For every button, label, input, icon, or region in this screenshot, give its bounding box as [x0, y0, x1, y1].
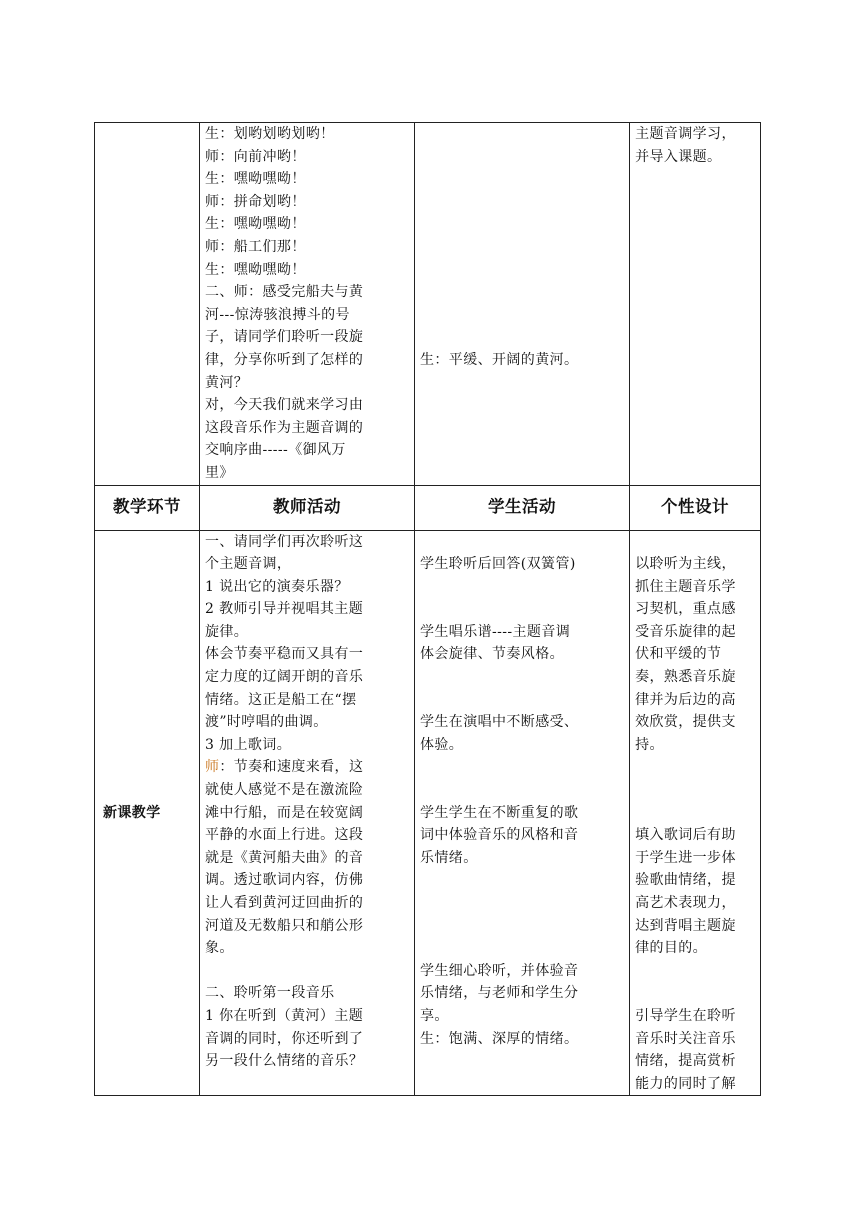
student-item-2 [420, 621, 624, 666]
design-cell [630, 123, 761, 486]
text-line: 滩中行船，而是在较宽阔 [204, 804, 364, 821]
remark-text: ：节奏和速度来看，这 [219, 759, 364, 776]
table-row [95, 123, 761, 486]
student-item-4 [420, 802, 624, 870]
text-line: 学生在演唱中不断感受、 [420, 714, 579, 731]
design-lines [635, 123, 755, 168]
text-line: 体会旋律、节奏风格。 [420, 646, 564, 663]
text-line: 2 教师引导并视唱其主题 [204, 601, 364, 618]
teacher-remark [205, 756, 409, 779]
lesson-plan-table [94, 122, 761, 1096]
text-line: 定力度的辽阔开朗的音乐 [204, 669, 364, 686]
text-line: 持。 [635, 736, 664, 753]
text-line: 就是《黄河船夫曲》的音 [204, 849, 364, 866]
text-line: 并导入课题。 [635, 148, 722, 165]
teacher-activity-cell [199, 123, 414, 486]
text-line: 对，今天我们就来学习由 [204, 397, 364, 414]
design-note-3 [635, 1005, 755, 1095]
text-line: 师：拼命划哟！ [204, 193, 306, 210]
text-line: 生：嘿呦嘿呦！ [204, 261, 306, 278]
text-line: 奏，熟悉音乐旋 [635, 669, 736, 686]
text-line: 体验。 [420, 736, 464, 753]
student-item-3 [420, 711, 624, 756]
text-line: 个主题音调， [204, 556, 292, 573]
text-line: 高艺术表现力， [635, 895, 736, 911]
text-line: 享。 [420, 1007, 449, 1024]
student-activity-cell [415, 123, 630, 486]
text-line: 生：嘿呦嘿呦！ [204, 171, 306, 188]
text-line: 律的目的。 [635, 940, 708, 957]
text-line: 生：嘿呦嘿呦！ [204, 216, 306, 233]
text-line: 能力的同时了解 [635, 1075, 736, 1092]
teacher-block-2 [205, 779, 409, 960]
text-line: 二、聆听第一段音乐 [204, 985, 335, 1002]
text-line: 乐情绪，与老师和学生分 [420, 985, 579, 1002]
design-note-2 [635, 824, 755, 960]
text-line: 音调的同时，你还听到了 [204, 1030, 364, 1047]
lesson-plan-document [94, 122, 761, 1096]
text-line: 就使人感觉不是在激流险 [204, 782, 364, 799]
text-line: 于学生进一步体 [635, 849, 736, 866]
speaker-label: 师 [204, 759, 220, 776]
text-line: 填入歌词后有助 [635, 827, 736, 844]
header-student: 学生活动 [415, 485, 630, 530]
text-line: 河---惊涛骇浪搏斗的号 [204, 306, 350, 323]
phase-label: 新课教学 [95, 530, 200, 1096]
text-line: 达到背唱主题旋 [635, 917, 736, 934]
header-phase: 教学环节 [95, 485, 200, 530]
text-line: 词中体验音乐的风格和音 [420, 827, 579, 844]
text-line: 旋律。 [204, 623, 249, 640]
text-line: 受音乐旋律的起 [635, 623, 736, 640]
text-line: 体会节奏平稳而又具有一 [204, 646, 364, 663]
teacher-block-1 [205, 531, 409, 757]
text-line: 交响序曲-----《御风万 [204, 442, 346, 459]
text-line: 生：划哟划哟划哟！ [204, 126, 335, 142]
table-row [95, 530, 761, 1096]
table-header-row [95, 485, 761, 530]
design-note-1 [635, 553, 755, 756]
text-line: 情绪，提高赏析 [635, 1053, 736, 1070]
text-line: 师：向前冲哟！ [204, 148, 306, 165]
text-line: 音乐时关注音乐 [635, 1030, 736, 1047]
text-line: 子，请同学们聆听一段旋 [204, 329, 364, 346]
text-line: 伏和平缓的节 [635, 646, 722, 663]
student-item-1: 学生聆听后回答(双簧管) [420, 556, 576, 573]
text-line: 乐情绪。 [420, 849, 478, 866]
text-line: 以聆听为主线， [635, 556, 736, 573]
text-line: 这段音乐作为主题音调的 [204, 419, 364, 436]
text-line: 平静的水面上行进。这段 [204, 827, 364, 844]
text-line: 学生细心聆听，并体验音 [420, 962, 579, 979]
text-line: 黄河？ [204, 374, 249, 391]
text-line: 让人看到黄河迂回曲折的 [204, 895, 364, 911]
student-activity-cell [415, 530, 630, 1096]
text-line: 情绪。这正是船工在“摆 [204, 691, 357, 708]
text-line: 学生唱乐谱----主题音调 [420, 623, 571, 640]
text-line: 习契机，重点感 [635, 601, 736, 618]
text-line: 1 你在听到（黄河）主题 [204, 1007, 364, 1024]
text-line: 另一段什么情绪的音乐？ [204, 1053, 364, 1070]
header-teacher: 教师活动 [199, 485, 414, 530]
text-line: 学生学生在不断重复的歌 [420, 804, 579, 821]
text-line: 一、请同学们再次聆听这 [204, 533, 364, 550]
text-line: 里》 [204, 464, 234, 481]
text-line: 河道及无数船只和艄公形 [204, 917, 364, 934]
phase-cell-empty [95, 123, 200, 486]
text-line: 效欣赏，提供支 [635, 714, 736, 731]
text-line: 律，分享你听到了怎样的 [204, 351, 364, 368]
teacher-block-3 [205, 982, 409, 1072]
text-line: 抓住主题音乐学 [635, 578, 736, 595]
text-line: 3 加上歌词。 [204, 736, 292, 753]
teacher-activity-cell [199, 530, 414, 1096]
text-line: 主题音调学习， [635, 126, 736, 142]
text-line: 1 说出它的演奏乐器？ [204, 578, 349, 595]
text-line: 师：船工们那！ [204, 238, 306, 255]
text-line: 象。 [204, 940, 234, 957]
text-line: 二、师：感受完船夫与黄 [204, 284, 364, 301]
text-line: 验歌曲情绪，提 [635, 872, 736, 889]
text-line: 渡”时哼唱的曲调。 [204, 714, 328, 731]
text-line: 律并为后边的高 [635, 691, 736, 708]
student-answer: 生：平缓、开阔的黄河。 [420, 352, 579, 368]
text-line: 调。透过歌词内容，仿佛 [204, 872, 364, 889]
header-design: 个性设计 [630, 485, 761, 530]
design-cell [630, 530, 761, 1096]
teacher-lines [205, 123, 409, 485]
student-item-5 [420, 960, 624, 1050]
text-line: 生：饱满、深厚的情绪。 [420, 1030, 579, 1047]
text-line: 引导学生在聆听 [635, 1007, 736, 1024]
